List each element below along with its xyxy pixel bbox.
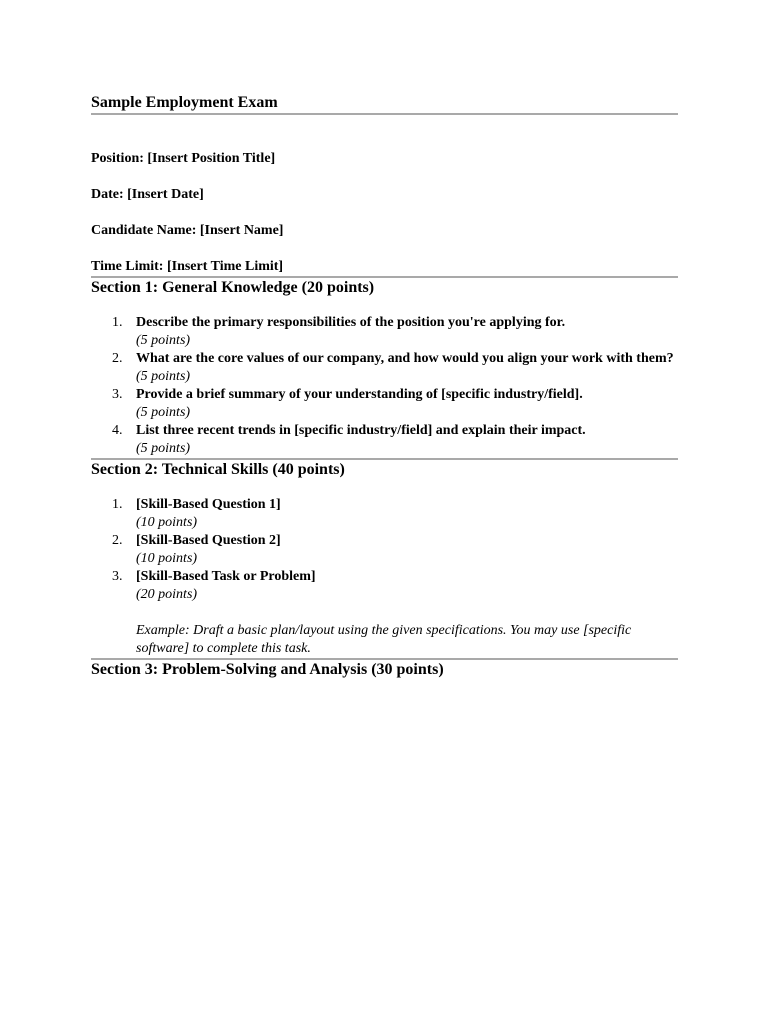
question-number: 1. [112,497,123,512]
divider [91,113,678,115]
time-limit-line: Time Limit: [Insert Time Limit] [91,259,284,274]
candidate-name-line: Candidate Name: [Insert Name] [91,223,284,238]
section-3-title: Section 3: Problem-Solving and Analysis (30 points) [91,661,444,678]
question-points: (5 points) [136,369,191,384]
question-text: [Skill-Based Task or Problem] [136,569,316,584]
question-points: (5 points) [136,441,191,456]
question-text: Provide a brief summary of your understanding of [specific industry/field]. [136,387,583,402]
position-line: Position: [Insert Position Title] [91,151,276,166]
section-1-title: Section 1: General Knowledge (20 points) [91,279,375,296]
question-number: 4. [112,423,123,438]
question-points: (5 points) [136,405,191,420]
question-item [112,496,678,532]
question-points: (20 points) [136,587,198,602]
question-number: 1. [112,315,123,330]
question-item [112,568,678,604]
question-points: (5 points) [136,333,191,348]
section-2-questions [91,496,678,604]
question-text: List three recent trends in [specific industry/field] and explain their impact. [136,423,586,438]
candidate-info [91,150,678,276]
question-text: What are the core values of our company, and how would you align your work with them? [136,351,674,366]
section-2-title: Section 2: Technical Skills (40 points) [91,461,345,478]
example-note: Example: Draft a basic plan/layout using the given specifications. You may use [specific software] to complete this task. [136,623,632,656]
section-1-questions [91,314,678,458]
question-text: Describe the primary responsibilities of the position you're applying for. [136,315,566,330]
question-item [112,386,678,422]
question-item [112,532,678,568]
question-item [112,314,678,350]
question-text: [Skill-Based Question 2] [136,533,281,548]
document-title: Sample Employment Exam [91,94,278,111]
question-number: 3. [112,569,123,584]
date-line: Date: [Insert Date] [91,187,204,202]
question-points: (10 points) [136,551,198,566]
question-number: 3. [112,387,123,402]
question-item [112,422,678,458]
question-points: (10 points) [136,515,198,530]
question-number: 2. [112,351,123,366]
question-item [112,350,678,386]
question-number: 2. [112,533,123,548]
question-text: [Skill-Based Question 1] [136,497,281,512]
